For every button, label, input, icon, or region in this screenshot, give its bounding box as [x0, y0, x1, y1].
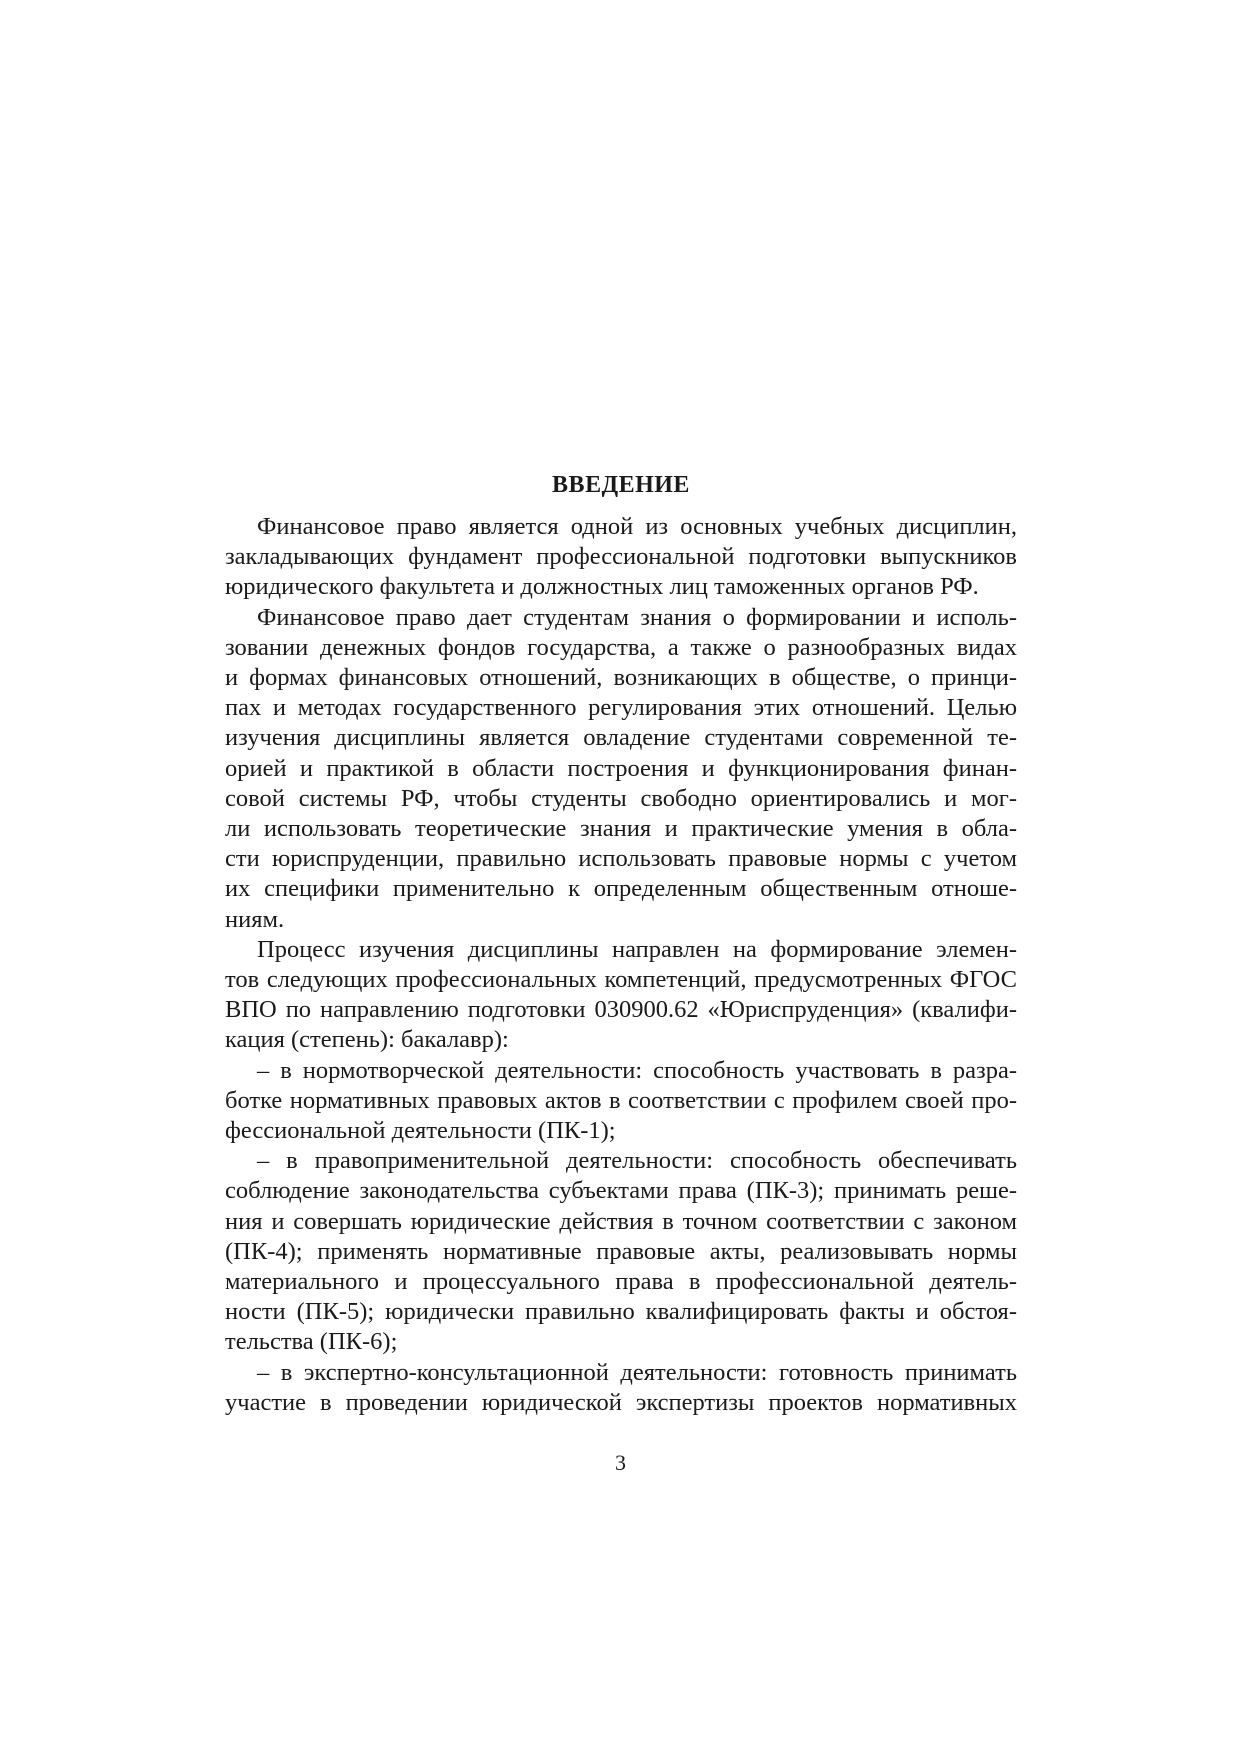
- text-line: тов следующих профессиональных компетенций, предусмотренных ФГОС: [225, 966, 1017, 994]
- text-line: ботке нормативных правовых актов в соответствии с профилем своей про-: [225, 1086, 1017, 1114]
- text-line: – в нормотворческой деятельности: способность участвовать в разра-: [257, 1056, 1017, 1084]
- text-line: изучения дисциплины является овладение студентами современной те-: [225, 724, 1017, 752]
- text-line: юридического факультета и должностных лиц таможенных органов РФ.: [225, 573, 979, 601]
- text-line: – в правоприменительной деятельности: способность обеспечивать: [257, 1147, 1017, 1175]
- text-line: ности (ПК-5); юридически правильно квалифицировать факты и обстоя-: [225, 1298, 1017, 1326]
- text-line: совой системы РФ, чтобы студенты свободно ориентировались и мог-: [225, 784, 1017, 812]
- text-line: – в экспертно-консультационной деятельности: готовность принимать: [257, 1358, 1017, 1386]
- text-line: материального и процессуального права в профессиональной деятель-: [225, 1268, 1017, 1296]
- text-line: ли использовать теоретические знания и практические умения в обла-: [225, 815, 1017, 843]
- text-line: кация (степень): бакалавр):: [225, 1026, 509, 1054]
- text-line: пах и методах государственного регулирования этих отношений. Целью: [225, 694, 1017, 722]
- text-line: соблюдение законодательства субъектами права (ПК-3); принимать реше-: [225, 1177, 1017, 1205]
- text-line: сти юриспруденции, правильно использовать правовые нормы с учетом: [225, 845, 1017, 873]
- text-line: ниям.: [225, 905, 285, 933]
- text-line: участие в проведении юридической экспертизы проектов нормативных: [225, 1388, 1017, 1416]
- text-line: (ПК-4); применять нормативные правовые акты, реализовывать нормы: [225, 1237, 1017, 1265]
- text-line: Финансовое право дает студентам знания о формировании и исполь-: [257, 603, 1017, 631]
- text-line: Финансовое право является одной из основных учебных дисциплин,: [257, 513, 1017, 540]
- text-line: их специфики применительно к определенным общественным отноше-: [225, 875, 1017, 903]
- page-number: 3: [615, 1450, 626, 1475]
- text-line: и формах финансовых отношений, возникающих в обществе, о принци-: [225, 664, 1017, 692]
- text-line: Процесс изучения дисциплины направлен на формирование элемен-: [257, 935, 1017, 963]
- text-line: зовании денежных фондов государства, а также о разнообразных видах: [225, 633, 1017, 661]
- page-title: ВВЕДЕНИЕ: [552, 472, 690, 498]
- text-line: ния и совершать юридические действия в точном соответствии с законом: [225, 1207, 1017, 1235]
- text-line: ВПО по направлению подготовки 030900.62 «Юриспруденция» (квалифи-: [225, 996, 1017, 1024]
- text-line: фессиональной деятельности (ПК-1);: [225, 1117, 616, 1145]
- text-line: тельства (ПК-6);: [225, 1328, 398, 1356]
- text-line: закладывающих фундамент профессиональной подготовки выпускников: [225, 543, 1017, 571]
- text-line: орией и практикой в области построения и функционирования финан-: [225, 754, 1017, 782]
- body-text: [225, 470, 1017, 1418]
